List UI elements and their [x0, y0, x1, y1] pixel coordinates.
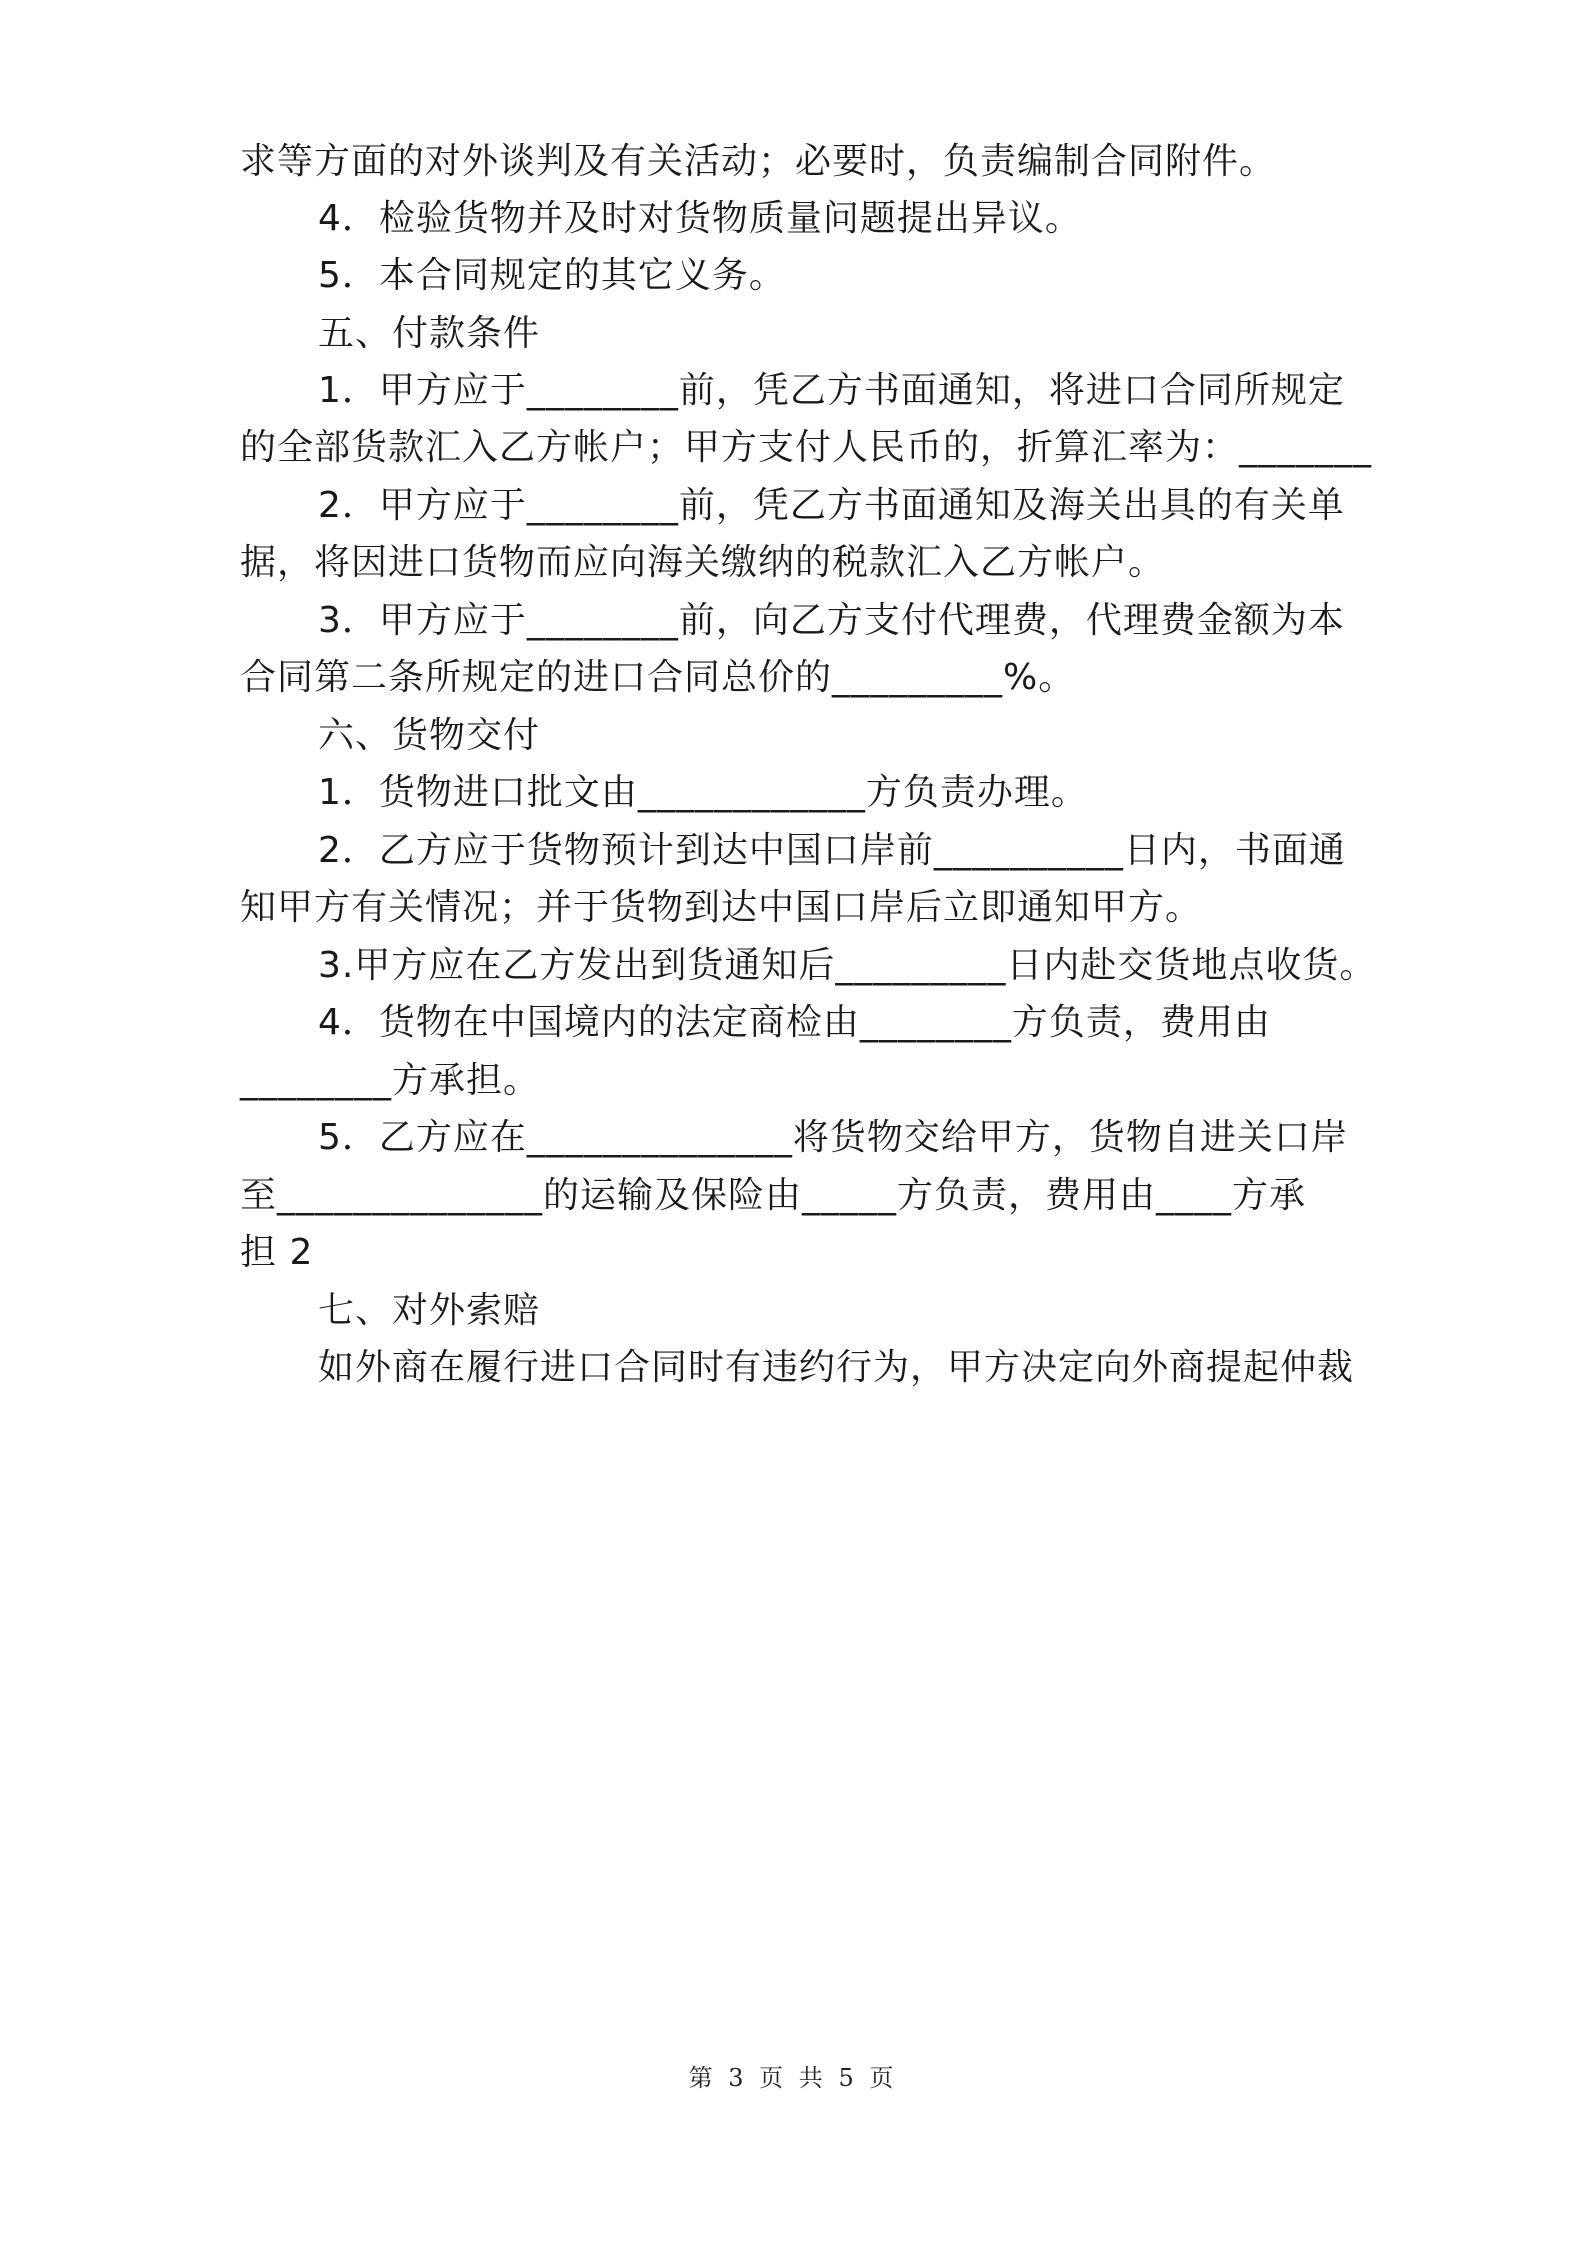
text-line: 据，将因进口货物而应向海关缴纳的税款汇入乙方帐户。: [240, 542, 1166, 583]
section-heading: 六、货物交付: [318, 715, 541, 756]
text-line: 5．乙方应在______________将货物交给甲方，货物自进关口岸: [318, 1117, 1348, 1158]
text-line: 知甲方有关情况；并于货物到达中国口岸后立即通知甲方。: [240, 887, 1203, 928]
section-heading: 五、付款条件: [318, 313, 541, 354]
text-line: 如外商在履行进口合同时有违约行为，甲方决定向外商提起仲裁: [318, 1347, 1355, 1388]
text-line: 1．甲方应于________前，凭乙方书面通知，将进口合同所规定: [318, 370, 1345, 411]
text-line: 4．检验货物并及时对货物质量问题提出异议。: [318, 198, 1082, 239]
text-line: 3．甲方应于________前，向乙方支付代理费，代理费金额为本: [318, 600, 1345, 641]
text-line: 求等方面的对外谈判及有关活动；必要时，负责编制合同附件。: [240, 141, 1277, 182]
text-line: 4．货物在中国境内的法定商检由________方负责，费用由: [318, 1002, 1271, 1043]
text-line: 担 2: [240, 1232, 314, 1273]
text-line: 5．本合同规定的其它义务。: [318, 255, 786, 296]
text-line: 合同第二条所规定的进口合同总价的_________%。: [240, 657, 1076, 698]
page-number-footer: 第 3 页 共 5 页: [688, 2064, 898, 2092]
text-line: 至______________的运输及保险由_____方负责，费用由____方承: [240, 1175, 1307, 1216]
section-heading: 七、对外索赔: [318, 1290, 541, 1331]
text-line: 1．货物进口批文由____________方负责办理。: [318, 772, 1088, 813]
text-line: 的全部货款汇入乙方帐户；甲方支付人民币的，折算汇率为：_______: [240, 427, 1373, 468]
text-line: 2．乙方应于货物预计到达中国口岸前__________日内，书面通: [318, 830, 1346, 871]
text-line: 2．甲方应于________前，凭乙方书面通知及海关出具的有关单: [318, 485, 1345, 526]
text-line: 3.甲方应在乙方发出到货通知后_________日内赴交货地点收货。: [318, 945, 1377, 986]
text-line: ________方承担。: [240, 1060, 541, 1101]
